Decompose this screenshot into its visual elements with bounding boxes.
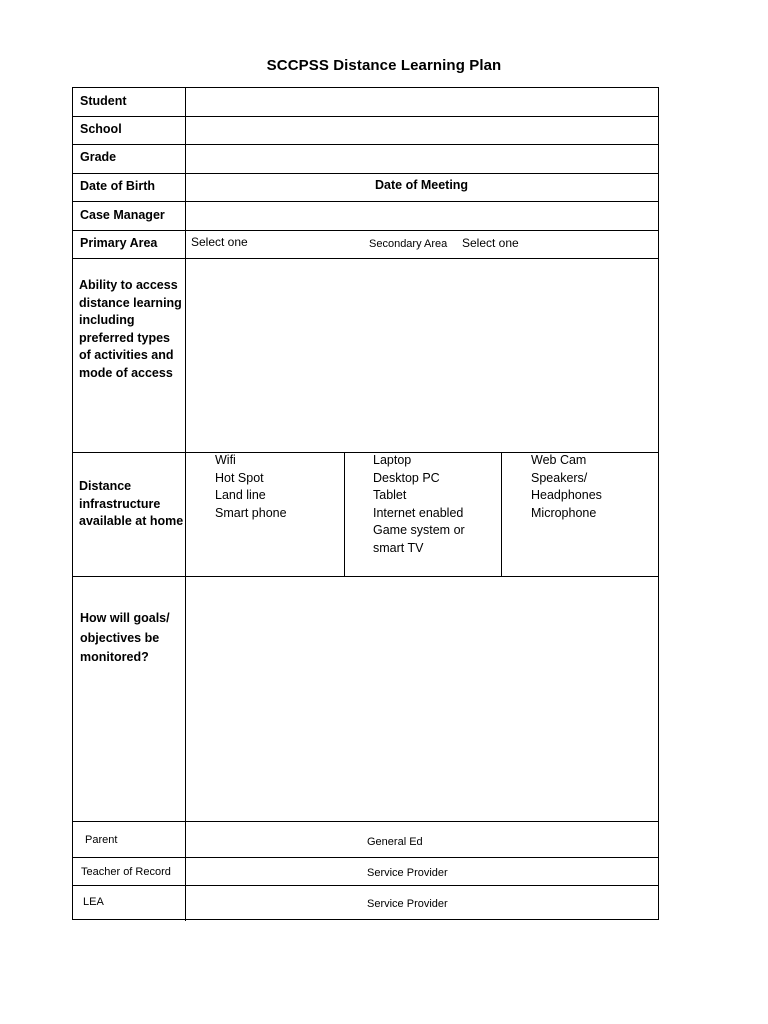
case-manager-label: Case Manager xyxy=(80,208,165,222)
list-item: Game system or xyxy=(373,523,465,537)
list-item: Web Cam xyxy=(531,453,587,467)
student-label: Student xyxy=(80,94,127,108)
primary-area-select[interactable]: Select one xyxy=(191,235,248,249)
goals-monitored-label: How will goals/ objectives be monitored? xyxy=(80,611,170,664)
row-divider xyxy=(73,576,658,577)
date-of-meeting-label: Date of Meeting xyxy=(375,178,469,192)
lea-label: LEA xyxy=(83,896,104,908)
list-item: Speakers/ xyxy=(531,470,588,485)
secondary-area-label: Secondary Area xyxy=(369,238,448,250)
distance-learning-form-table xyxy=(72,87,659,920)
list-item: Smart phone xyxy=(215,505,287,520)
service-provider-label: Service Provider xyxy=(367,898,448,910)
general-ed-label: General Ed xyxy=(367,836,423,848)
ability-to-access-label: Ability to access distance learning including preferred types of activities and mode of access xyxy=(79,278,182,380)
parent-label: Parent xyxy=(85,834,118,846)
row-divider xyxy=(73,116,658,117)
infrastructure-connectivity-list xyxy=(215,452,287,522)
list-item: Tablet xyxy=(373,488,407,502)
row-divider xyxy=(73,230,658,231)
list-item: Desktop PC xyxy=(373,470,440,485)
list-item: Internet enabled xyxy=(373,505,464,520)
date-of-birth-label: Date of Birth xyxy=(80,179,155,193)
secondary-area-select[interactable]: Select one xyxy=(462,236,519,250)
row-divider xyxy=(73,821,658,822)
school-label: School xyxy=(80,122,122,136)
row-divider xyxy=(73,201,658,202)
list-item: Microphone xyxy=(531,505,597,520)
list-item: smart TV xyxy=(373,540,424,555)
list-item: Headphones xyxy=(531,488,602,502)
column-divider xyxy=(344,452,345,576)
grade-label: Grade xyxy=(80,150,117,164)
list-item: Laptop xyxy=(373,453,412,467)
distance-infrastructure-label: Distance infrastructure available at home xyxy=(79,479,184,528)
infrastructure-devices-list xyxy=(373,452,465,557)
row-divider xyxy=(73,885,658,886)
column-divider xyxy=(185,88,186,921)
infrastructure-peripherals-list xyxy=(531,452,602,522)
list-item: Land line xyxy=(215,488,266,502)
row-divider xyxy=(73,173,658,174)
row-divider xyxy=(73,857,658,858)
service-provider-label: Service Provider xyxy=(367,867,448,879)
row-divider xyxy=(73,258,658,259)
teacher-of-record-label: Teacher of Record xyxy=(81,866,171,878)
column-divider xyxy=(501,452,502,576)
form-title: SCCPSS Distance Learning Plan xyxy=(266,57,502,74)
row-divider xyxy=(73,144,658,145)
list-item: Wifi xyxy=(215,453,236,467)
list-item: Hot Spot xyxy=(215,470,264,485)
primary-area-label: Primary Area xyxy=(80,236,158,250)
